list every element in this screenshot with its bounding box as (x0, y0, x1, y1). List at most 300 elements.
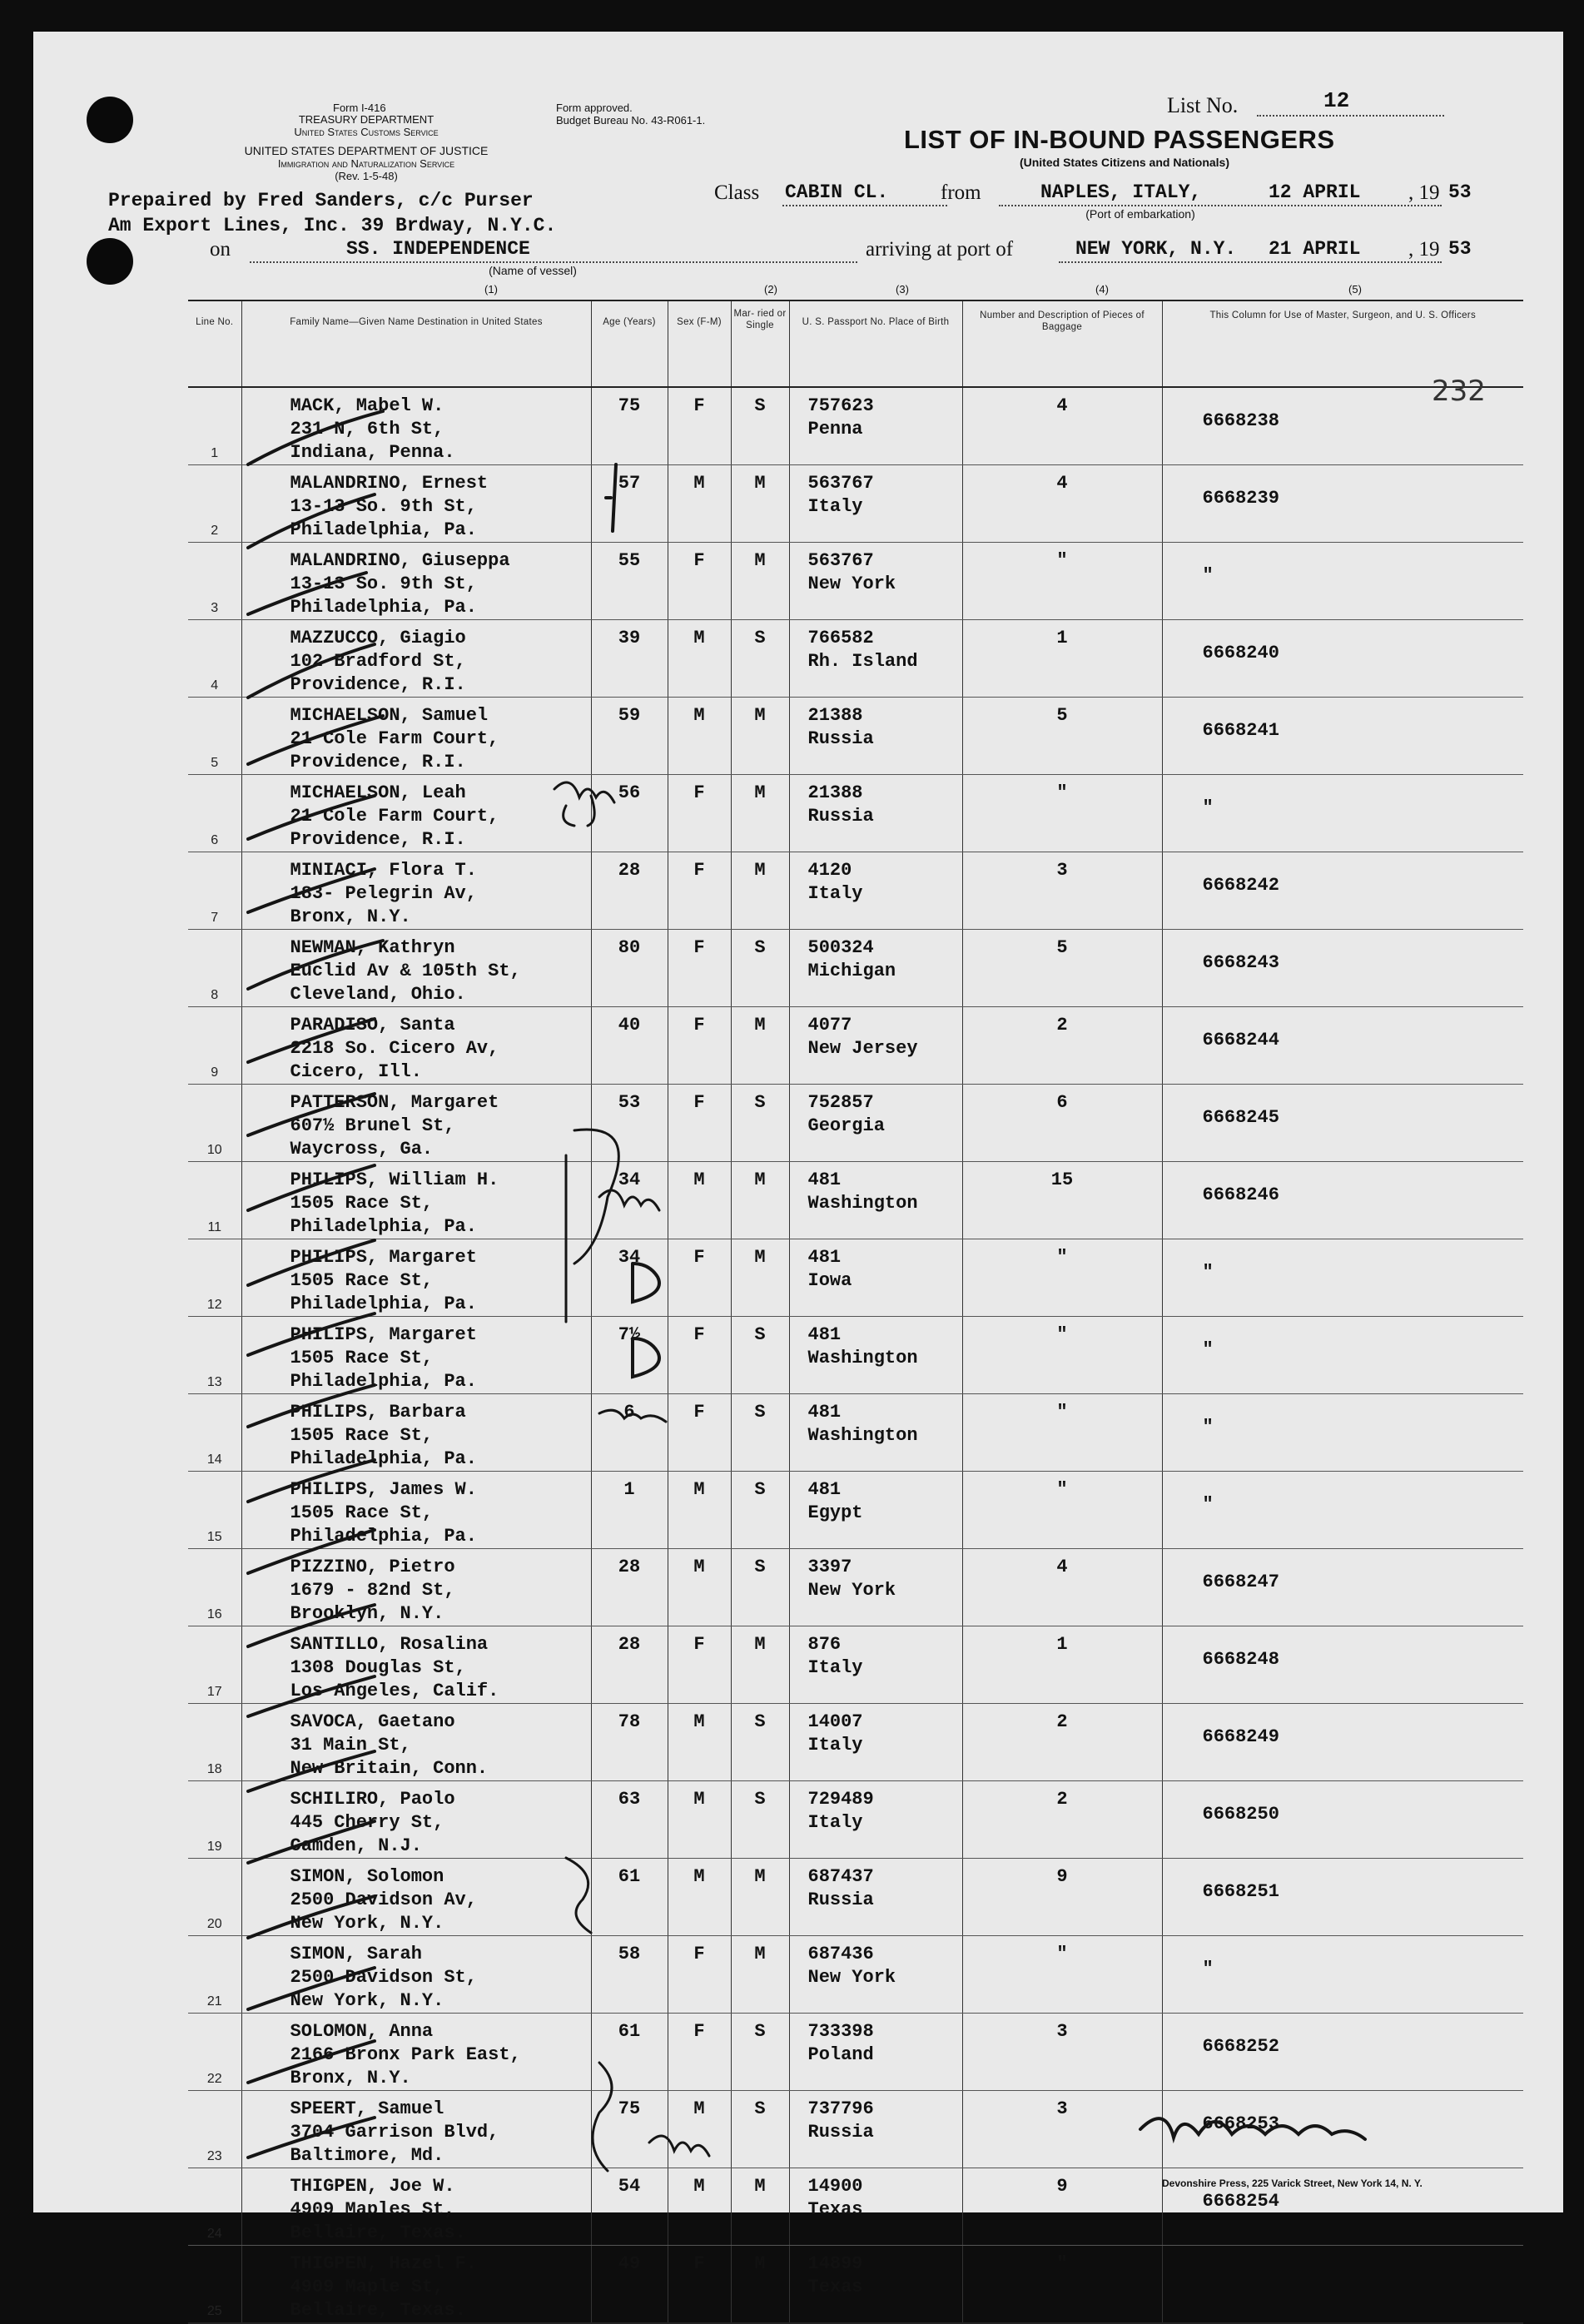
official-use-cell (1162, 1394, 1523, 1472)
official-use-cell (1162, 543, 1523, 620)
baggage-cell (962, 2014, 1162, 2091)
passenger-table (188, 300, 1523, 2324)
address-line1: 231 N, 6th St, (290, 419, 444, 439)
marital-cell (731, 1239, 789, 1317)
table-row (188, 1394, 1523, 1472)
address-line1: Euclid Av & 105th St, (290, 961, 521, 981)
place-of-birth: Michigan (807, 961, 896, 981)
sex-cell (668, 543, 731, 620)
marital-cell (731, 1162, 789, 1239)
official-use-cell (1162, 465, 1523, 543)
age-cell (591, 1626, 668, 1704)
table-row (188, 2091, 1523, 2168)
name-cell (241, 1936, 591, 2014)
passport-number: 752857 (807, 1092, 874, 1113)
address-line1: 2166 Bronx Park East, (290, 2044, 521, 2065)
passport-cell (789, 1007, 962, 1085)
passenger-name: MACK, Mabel W. (290, 395, 444, 416)
address-line2: Waycross, Ga. (290, 1139, 434, 1160)
official-use-cell (1162, 775, 1523, 852)
sex-cell (668, 387, 731, 465)
age: 28 (618, 860, 641, 881)
marital-status: S (754, 628, 766, 648)
line-number-cell (188, 1085, 241, 1162)
address-line1: 13-13 So. 9th St, (290, 574, 477, 594)
address-line1: 21 Cole Farm Court, (290, 728, 499, 749)
place-of-birth: Washington (807, 1348, 918, 1368)
line-number: 14 (206, 1452, 222, 1467)
age-cell (591, 465, 668, 543)
sex-cell (668, 465, 731, 543)
baggage-count: " (1056, 1402, 1068, 1423)
age: 56 (618, 782, 641, 803)
line-number-cell (188, 543, 241, 620)
age-cell (591, 2014, 668, 2091)
age: 54 (618, 2176, 641, 2197)
marital-status: M (754, 2176, 766, 2197)
line-number: 10 (206, 1143, 222, 1157)
table-row (188, 1549, 1523, 1626)
embark-date: 12 APRIL (1269, 181, 1361, 203)
sex-cell (668, 2168, 731, 2246)
passport-number: 21388 (807, 782, 863, 803)
sex: M (693, 1711, 705, 1732)
sex-cell (668, 1549, 731, 1626)
age: 59 (618, 705, 641, 726)
baggage-count: 2 (1056, 1015, 1068, 1035)
age: 28 (618, 1557, 641, 1577)
sex-cell (668, 1626, 731, 1704)
page-title: LIST OF IN-BOUND PASSENGERS (904, 125, 1335, 154)
marital-status: M (754, 550, 766, 571)
line-number-cell (188, 1781, 241, 1859)
marital-cell (731, 852, 789, 930)
passport-cell (789, 1162, 962, 1239)
passenger-name: THIGPEN, Joe W. (290, 2176, 455, 2197)
address-line2: Indiana, Penna. (290, 442, 455, 463)
address-line2: Providence, R.I. (290, 829, 466, 850)
passport-number: 4120 (807, 860, 852, 881)
official-number: 6668252 (1202, 2036, 1279, 2057)
official-use-cell (1162, 2014, 1523, 2091)
age: 61 (618, 2021, 641, 2042)
list-no-value: 12 (1323, 88, 1350, 113)
line-number-cell (188, 2091, 241, 2168)
sex: F (693, 860, 705, 881)
sex-cell (668, 1239, 731, 1317)
marital-status: M (754, 1634, 766, 1655)
name-cell (241, 1781, 591, 1859)
official-number: 6668241 (1202, 720, 1279, 741)
official-number: 6668246 (1202, 1184, 1279, 1205)
sex-cell (668, 1394, 731, 1472)
address-line2: Bellaire, Texas. (290, 2300, 466, 2321)
baggage-cell (962, 543, 1162, 620)
passport-cell (789, 465, 962, 543)
line-number-cell (188, 930, 241, 1007)
passport-cell (789, 1472, 962, 1549)
passport-number: 21388 (807, 705, 863, 726)
marital-status: M (754, 705, 766, 726)
address-line1: 2500 Davidson Av, (290, 1889, 477, 1910)
passenger-name: SIMON, Solomon (290, 1866, 444, 1887)
marital-cell (731, 620, 789, 698)
justice-dept: UNITED STATES DEPARTMENT OF JUSTICE (244, 144, 489, 157)
age-cell (591, 543, 668, 620)
baggage-cell (962, 1626, 1162, 1704)
line-number: 19 (206, 1840, 222, 1854)
address-line2: Philadelphia, Pa. (290, 1294, 477, 1314)
baggage-cell (962, 698, 1162, 775)
passport-cell (789, 1626, 962, 1704)
official-use-cell (1162, 930, 1523, 1007)
official-use-cell (1162, 620, 1523, 698)
sex-cell (668, 1007, 731, 1085)
name-cell (241, 1007, 591, 1085)
place-of-birth: Egypt (807, 1502, 863, 1523)
age-cell (591, 1239, 668, 1317)
sex-cell (668, 620, 731, 698)
address-line1: 607½ Brunel St, (290, 1115, 455, 1136)
name-cell (241, 465, 591, 543)
baggage-count: 9 (1056, 2176, 1068, 2197)
age: 53 (618, 1092, 641, 1113)
embark-port: NAPLES, ITALY, (1040, 181, 1202, 203)
header-passport: U. S. Passport No. Place of Birth (789, 300, 962, 387)
marital-status: S (754, 2021, 766, 2042)
age-cell (591, 2168, 668, 2246)
line-number-cell (188, 698, 241, 775)
sex: F (693, 550, 705, 571)
official-number: 6668253 (1202, 2113, 1279, 2134)
address-line1: 3704 Garrison Blvd, (290, 2122, 499, 2143)
from-label: from (941, 181, 981, 204)
passport-cell (789, 620, 962, 698)
sex-cell (668, 2246, 731, 2324)
sex: M (693, 2098, 705, 2119)
punch-hole (87, 238, 133, 285)
age: 78 (618, 1711, 641, 1732)
official-use-cell (1162, 1162, 1523, 1239)
baggage-cell (962, 852, 1162, 930)
table-row (188, 1317, 1523, 1394)
on-label: on (210, 238, 231, 261)
place-of-birth: Italy (807, 1735, 863, 1755)
place-of-birth: Georgia (807, 1115, 885, 1136)
place-of-birth: Italy (807, 1657, 863, 1678)
table-row (188, 930, 1523, 1007)
line-number-cell (188, 1007, 241, 1085)
place-of-birth: Russia (807, 728, 874, 749)
line-number: 2 (211, 524, 219, 538)
name-cell (241, 852, 591, 930)
line-number-cell (188, 2246, 241, 2324)
official-number: " (1202, 565, 1214, 586)
table-header-row (188, 300, 1523, 387)
line-number-cell (188, 1394, 241, 1472)
arrival-underline (1059, 261, 1442, 263)
address-line1: 21 Cole Farm Court, (290, 806, 499, 827)
embark-year-prefix: , 19 (1408, 181, 1440, 204)
baggage-cell (962, 1936, 1162, 2014)
baggage-count: 1 (1056, 628, 1068, 648)
baggage-count: 3 (1056, 2098, 1068, 2119)
header-baggage: Number and Description of Pieces of Baggage (962, 300, 1162, 387)
place-of-birth: New York (807, 1967, 896, 1988)
line-number-cell (188, 852, 241, 930)
address-line2: New York, N.Y. (290, 1913, 444, 1934)
line-number-cell (188, 1472, 241, 1549)
passenger-name: PHILIPS, Margaret (290, 1247, 477, 1268)
marital-cell (731, 1704, 789, 1781)
sex: F (693, 1092, 705, 1113)
official-use-cell (1162, 852, 1523, 930)
passport-number: 687437 (807, 1866, 874, 1887)
table-row (188, 1936, 1523, 2014)
age: 39 (618, 628, 641, 648)
passport-number: 729489 (807, 1789, 874, 1810)
address-line1: 1308 Douglas St, (290, 1657, 466, 1678)
address-line2: Philadelphia, Pa. (290, 1216, 477, 1237)
passport-number: 481 (807, 1479, 842, 1500)
sex: F (693, 1634, 705, 1655)
marital-status: S (754, 937, 766, 958)
address-line2: Brooklyn, N.Y. (290, 1603, 444, 1624)
passport-number: 481 (807, 1169, 842, 1190)
sex-cell (668, 1162, 731, 1239)
marital-status: S (754, 1092, 766, 1113)
table-row (188, 620, 1523, 698)
passport-number: 737796 (807, 2098, 874, 2119)
baggage-cell (962, 2091, 1162, 2168)
age: 57 (618, 473, 641, 494)
official-use-cell (1162, 1936, 1523, 2014)
age: 63 (618, 1789, 641, 1810)
line-number-cell (188, 1859, 241, 1936)
official-number: 6668244 (1202, 1030, 1279, 1050)
official-number: 6668247 (1202, 1572, 1279, 1592)
name-cell (241, 1472, 591, 1549)
address-line2: Philadelphia, Pa. (290, 597, 477, 618)
header-married: Mar- ried or Single (731, 300, 789, 387)
passport-number: 14899 (807, 2253, 863, 2274)
sex-cell (668, 1085, 731, 1162)
line-number: 7 (211, 911, 219, 925)
passport-cell (789, 852, 962, 930)
official-number: 6668249 (1202, 1726, 1279, 1747)
name-cell (241, 1704, 591, 1781)
passenger-name: MICHAELSON, Leah (290, 782, 466, 803)
baggage-count: " (1056, 1324, 1068, 1345)
age: 80 (618, 937, 641, 958)
passport-cell (789, 1781, 962, 1859)
sex: M (693, 1789, 705, 1810)
ins-service: Immigration and Naturalization Service (277, 157, 455, 170)
sex: M (693, 705, 705, 726)
baggage-cell (962, 1317, 1162, 1394)
vessel-note: (Name of vessel) (489, 264, 577, 277)
marital-cell (731, 1859, 789, 1936)
baggage-count: 4 (1056, 1557, 1068, 1577)
line-number-cell (188, 1162, 241, 1239)
name-cell (241, 543, 591, 620)
passport-number: 876 (807, 1634, 842, 1655)
marital-status: M (754, 1944, 766, 1964)
vessel-name: SS. INDEPENDENCE (346, 238, 530, 260)
manifest-page (33, 32, 1563, 2321)
name-cell (241, 1085, 591, 1162)
place-of-birth: Poland (807, 2044, 874, 2065)
table-row (188, 1007, 1523, 1085)
baggage-count: 2 (1056, 1711, 1068, 1732)
official-number: 6668248 (1202, 1649, 1279, 1670)
line-number: 9 (211, 1065, 219, 1080)
address-line1: 2218 So. Cicero Av, (290, 1038, 499, 1059)
sex: M (693, 1557, 705, 1577)
passport-cell (789, 2091, 962, 2168)
address-line1: 31 Main St, (290, 1735, 411, 1755)
address-line2: New York, N.Y. (290, 1990, 444, 2011)
passport-cell (789, 775, 962, 852)
arrival-port: NEW YORK, N.Y. (1075, 238, 1237, 260)
official-number: 6668240 (1202, 643, 1279, 663)
passenger-name: SAVOCA, Gaetano (290, 1711, 455, 1732)
arriving-label: arriving at port of (866, 238, 1014, 261)
address-line2: Philadelphia, Pa. (290, 1448, 477, 1469)
place-of-birth: Washington (807, 1193, 918, 1214)
official-number: " (1202, 797, 1214, 818)
line-number: 15 (206, 1530, 222, 1544)
sex: F (693, 937, 705, 958)
official-number: " (1202, 1339, 1214, 1360)
marital-cell (731, 775, 789, 852)
passenger-name: SANTILLO, Rosalina (290, 1634, 489, 1655)
arrival-year-prefix: , 19 (1408, 238, 1440, 261)
passenger-name: MAZZUCCO, Giagio (290, 628, 466, 648)
marital-status: S (754, 395, 766, 416)
table-row (188, 543, 1523, 620)
baggage-cell (962, 1704, 1162, 1781)
passport-cell (789, 387, 962, 465)
baggage-count: 1 (1056, 1634, 1068, 1655)
passport-number: 14900 (807, 2176, 863, 2197)
address-line2: Philadelphia, Pa. (290, 1371, 477, 1392)
table-row (188, 1472, 1523, 1549)
passenger-name: SPEERT, Samuel (290, 2098, 444, 2119)
marital-cell (731, 2246, 789, 2324)
place-of-birth: Rh. Island (807, 651, 918, 672)
marital-status: M (754, 1015, 766, 1035)
header-name: Family Name—Given Name Destination in United States (241, 300, 591, 387)
age-cell (591, 1936, 668, 2014)
passenger-name: PHILIPS, Margaret (290, 1324, 477, 1345)
table-row (188, 1859, 1523, 1936)
age: 40 (618, 1015, 641, 1035)
marital-cell (731, 1472, 789, 1549)
header-line-no: Line No. (188, 300, 241, 387)
passport-number: 687436 (807, 1944, 874, 1964)
passport-cell (789, 1394, 962, 1472)
address-line2: Los Angeles, Calif. (290, 1681, 499, 1701)
age-cell (591, 2091, 668, 2168)
age: 49 (618, 2253, 641, 2274)
sex: F (693, 2021, 705, 2042)
table-row (188, 2246, 1523, 2324)
marital-status: M (754, 860, 766, 881)
address-line1: 1505 Race St, (290, 1193, 434, 1214)
class-label: Class (714, 181, 760, 204)
name-cell (241, 620, 591, 698)
line-number-cell (188, 620, 241, 698)
age-cell (591, 1549, 668, 1626)
sex: M (693, 1866, 705, 1887)
passport-number: 4077 (807, 1015, 852, 1035)
name-cell (241, 1859, 591, 1936)
age-cell (591, 852, 668, 930)
passenger-name: SIMON, Sarah (290, 1944, 422, 1964)
place-of-birth: Russia (807, 2122, 874, 2143)
place-of-birth: Iowa (807, 1270, 852, 1291)
sex-cell (668, 2091, 731, 2168)
arrival-date: 21 APRIL (1269, 238, 1361, 260)
place-of-birth: Italy (807, 883, 863, 904)
col-num-5: (5) (1348, 283, 1362, 295)
customs-service: United States Customs Service (294, 126, 439, 138)
passport-cell (789, 2246, 962, 2324)
official-use-cell (1162, 1549, 1523, 1626)
passport-number: 14007 (807, 1711, 863, 1732)
marital-cell (731, 698, 789, 775)
marital-status: M (754, 2253, 766, 2274)
passport-number: 766582 (807, 628, 874, 648)
passport-number: 733398 (807, 2021, 874, 2042)
sex-cell (668, 698, 731, 775)
list-no-underline (1257, 115, 1444, 117)
baggage-count: 4 (1056, 473, 1068, 494)
line-number: 18 (206, 1762, 222, 1776)
col-num-4: (4) (1095, 283, 1109, 295)
passenger-name: PHILIPS, William H. (290, 1169, 499, 1190)
official-number: 6668254 (1202, 2191, 1279, 2212)
sex: M (693, 2176, 705, 2197)
official-use-cell (1162, 1626, 1523, 1704)
official-number: 6668245 (1202, 1107, 1279, 1128)
official-number: 6668250 (1202, 1804, 1279, 1825)
place-of-birth: Russia (807, 806, 874, 827)
address-line1: 13-13 So. 9th St, (290, 496, 477, 517)
passport-number: 481 (807, 1247, 842, 1268)
age-cell (591, 1317, 668, 1394)
address-line2: Philadelphia, Pa. (290, 519, 477, 540)
passport-cell (789, 1239, 962, 1317)
name-cell (241, 1162, 591, 1239)
age-cell (591, 775, 668, 852)
address-line2: Providence, R.I. (290, 752, 466, 772)
line-number-cell (188, 2168, 241, 2246)
age-cell (591, 1007, 668, 1085)
address-line1: 1505 Race St, (290, 1348, 434, 1368)
line-number: 8 (211, 988, 219, 1002)
official-number: 6668238 (1202, 410, 1279, 431)
marital-status: M (754, 1247, 766, 1268)
address-line1: 1679 - 82nd St, (290, 1580, 455, 1601)
age: 75 (618, 395, 641, 416)
marital-cell (731, 1549, 789, 1626)
table-row (188, 775, 1523, 852)
address-line2: Bellaire, Texas. (290, 2222, 466, 2243)
address-line2: Baltimore, Md. (290, 2145, 444, 2166)
age-cell (591, 930, 668, 1007)
